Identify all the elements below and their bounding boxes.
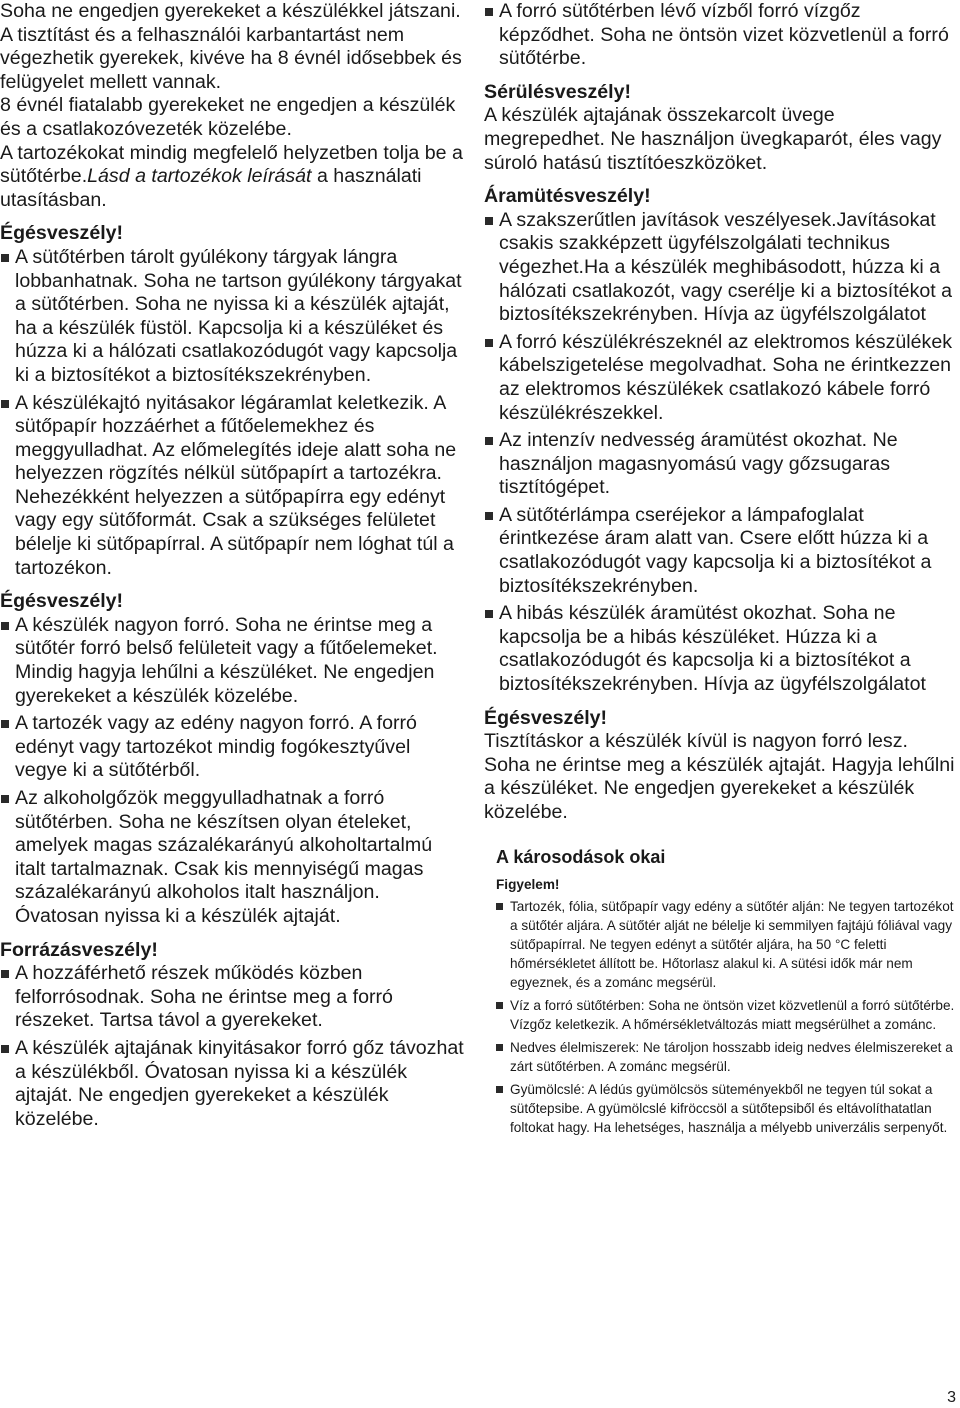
warning-bullet: A forró sütőtérben lévő vízből forró vízgőz képződhet. Soha ne öntsön vizet közvetlenül a forró sütőtérbe. bbox=[484, 0, 956, 71]
injury-hazard-heading: Sérülésveszély! bbox=[484, 80, 632, 103]
warning-bullet: Az intenzív nedvesség áramütést okozhat. Ne használjon magasnyomású vagy gőzsugaras tisztítógépet. bbox=[484, 429, 956, 500]
intro-paragraph-1: Soha ne engedjen gyerekeket a készülékkel játszani. A tisztítást és a felhasználói karbantartást nem végezhetik gyerekek, kivéve ha 8 évnél idősebbek és felügyelet mellett vannak. bbox=[0, 0, 462, 93]
attention-label: Figyelem! bbox=[496, 876, 560, 892]
right-column bbox=[484, 0, 956, 1137]
left-column bbox=[0, 0, 468, 1131]
warning-bullet: A hibás készülék áramütést okozhat. Soha ne kapcsolja be a hibás készüléket. Húzza ki a csatlakozódugót és kapcsolja ki a biztosítékot a biztosítékszekrényben. Hívja az ügyfélszolgálatot bbox=[484, 602, 956, 696]
intro-3-end: a használati utasításban. bbox=[0, 165, 422, 211]
warning-bullet: A sütőtérlámpa cseréjekor a lámpafoglalat érintkezése áram alatt van. Csere előtt húzza ki a csatlakozódugót vagy kapcsolja ki a biztosítékot a biztosítékszekrényben. bbox=[484, 504, 956, 598]
intro-3-text: A tartozékokat mindig megfelelő helyzetben tolja be a sütőtérbe. bbox=[0, 141, 463, 188]
warning-bullet: A készülék nagyon forró. Soha ne érintse meg a sütőtér forró belső felületeit vagy a fűtőelemeket. Mindig hagyja lehűlni a készüléket. Ne engedjen gyerekeket a készülék közelébe. bbox=[0, 614, 468, 708]
warning-bullet: A készülékajtó nyitásakor légáramlat keletkezik. A sütőpapír hozzáérhet a fűtőelemekhez és meggyulladhat. Az előmelegítés ideje alatt soha ne helyezzen rögzítés nélkül sütőpapírt a tartozékra. Nehezékként helyezzen a sütőpapírra egy edényt vagy egy sütőformát. Csak a szükséges felületet bélelje ki sütőpapírral. A sütőpapír nem lóghat túl a tartozékon. bbox=[0, 392, 468, 581]
damage-item: Víz a forró sütőtérben: Soha ne öntsön vizet közvetlenül a forró sütőtérbe. Vízgőz keletkezik. A hőmérsékletváltozás miatt megsérülhet a zománc. bbox=[484, 996, 956, 1034]
burn-hazard-heading-2: Égésveszély! bbox=[0, 590, 124, 613]
burn-text: Tisztításkor a készülék kívül is nagyon forró lesz. Soha ne érintse meg a készülék ajtaját. Hagyja lehűlni a készüléket. Ne engedjen gyerekeket a készülék közelébe. bbox=[484, 730, 955, 823]
warning-bullet: A hozzáférhető részek működés közben felforrósodnak. Soha ne érintse meg a forró részeket. Tartsa távol a gyerekeket. bbox=[0, 962, 468, 1033]
warning-bullet: A készülék ajtajának kinyitásakor forró gőz távozhat a készülékből. Óvatosan nyissa ki a készülék ajtaját. Ne engedjen gyerekeket a készülék közelébe. bbox=[0, 1037, 468, 1131]
damage-item: Tartozék, fólia, sütőpapír vagy edény a sütőtér alján: Ne tegyen tartozékot a sütőtér aljára. A sütőtér alját ne bélelje ki semmilyen fajtájú fóliával vagy sütőpapírral. Ne tegyen edényt a sütőtér aljára, ha 50 °C feletti hőmérsékletet állított be. Hőtorlasz alakul ki. A sütési idők már nem egyeznek, és a zománc megsérül. bbox=[484, 897, 956, 992]
burn-hazard-heading-1: Égésveszély! bbox=[0, 222, 124, 245]
scald-hazard-heading: Forrázásveszély! bbox=[0, 938, 158, 961]
warning-bullet: A sütőtérben tárolt gyúlékony tárgyak lángra lobbanhatnak. Soha ne tartson gyúlékony tárgyakat a sütőtérben. Soha ne nyissa ki a készülék ajtaját, ha a készülék füstöl. Kapcsolja ki a készüléket és húzza ki a hálózati csatlakozódugót vagy kapcsolja ki a biztosítékot a biztosítékszekrényben. bbox=[0, 246, 468, 388]
electric-shock-heading: Áramütésveszély! bbox=[484, 185, 651, 208]
damage-item: Gyümölcslé: A lédús gyümölcsös süteményekből ne tegyen túl sokat a sütőtepsibe. A gyümölcslé kifröccsöl a sütőtepsiből és eltávolíthatatlan foltokat hagy. Ha lehetséges, használja a mélyebb univerzális serpenyőt. bbox=[484, 1080, 956, 1137]
intro-paragraph-3 bbox=[0, 142, 468, 213]
accessories-reference: Lásd a tartozékok leírását bbox=[87, 165, 312, 188]
warning-bullet: A tartozék vagy az edény nagyon forró. A forró edényt vagy tartozékot mindig fogókesztyűvel vegye ki a sütőtérből. bbox=[0, 712, 468, 783]
warning-bullet: Az alkoholgőzök meggyulladhatnak a forró sütőtérben. Soha ne készítsen olyan ételeket, amelyek magas százalékarányú alkoholtartalmú italt tartalmaznak. Csak kis mennyiségű magas százalékarányú alkoholos italt használjon. Óvatosan nyissa ki a készülék ajtaját. bbox=[0, 787, 468, 929]
warning-bullet: A szakszerűtlen javítások veszélyesek.Javításokat csakis szakképzett ügyfélszolgálati technikus végezhet.Ha a készülék meghibásodott, húzza ki a hálózati csatlakozót, vagy cserélje ki a biztosítékot a biztosítékszekrényben. Hívja az ügyfélszolgálatot bbox=[484, 209, 956, 327]
burn-hazard-heading-3: Égésveszély! bbox=[484, 706, 608, 729]
page-number: 3 bbox=[947, 1389, 956, 1406]
damage-item: Nedves élelmiszerek: Ne tároljon hosszabb ideig nedves élelmiszereket a zárt sütőtérben. A zománc megsérül. bbox=[484, 1038, 956, 1076]
intro-paragraph-2: 8 évnél fiatalabb gyerekeket ne engedjen a készülék és a csatlakozóvezeték közelébe. bbox=[0, 94, 456, 140]
damage-causes-title: A károsodások okai bbox=[496, 846, 666, 867]
injury-text: A készülék ajtajának összekarcolt üvege megrepedhet. Ne használjon üvegkaparót, éles vagy súroló hatású tisztítóeszközöket. bbox=[484, 104, 942, 174]
warning-bullet: A forró készülékrészeknél az elektromos készülékek kábelszigetelése megolvadhat. Soha ne érintkezzen az elektromos készülékek csatlakozó kábele forró készülékrészekkel. bbox=[484, 331, 956, 425]
